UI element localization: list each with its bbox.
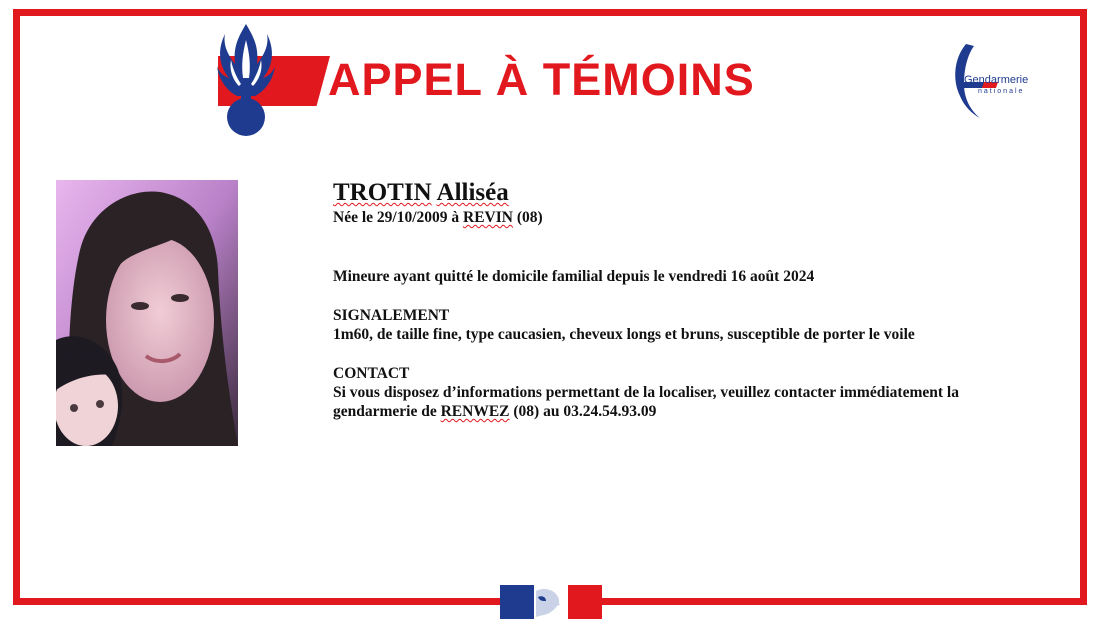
marianne-profile-icon [534, 585, 568, 619]
person-name [333, 178, 959, 208]
birth-suffix: (08) [512, 209, 543, 226]
flag-white-band [534, 585, 568, 619]
birth-info [333, 208, 959, 227]
person-photo [56, 180, 238, 446]
gendarmerie-flame-icon [215, 20, 277, 140]
contact-prefix: gendarmerie de [333, 403, 441, 420]
notice-body [333, 178, 959, 421]
disappearance-text: Mineure ayant quitté le domicile familial depuis le vendredi 16 août 2024 [333, 268, 815, 285]
contact-heading: CONTACT [333, 365, 410, 382]
flag-blue-band [500, 585, 534, 619]
birth-prefix: Née le 29/10/2009 à [333, 209, 464, 226]
contact-suffix: (08) au 03.24.54.93.09 [509, 403, 657, 420]
contact-text-line1: Si vous disposez d’informations permettant de la localiser, veuillez contacter immédiatement la [333, 384, 959, 401]
birth-place: REVIN [463, 209, 513, 226]
person-given-name: Alliséa [436, 179, 509, 206]
flag-red-band [568, 585, 602, 619]
logo-text-sub: nationale [978, 88, 1025, 95]
page-title: APPEL À TÉMOINS [328, 54, 755, 105]
footer-divider-right [611, 599, 1087, 605]
signalement-text: 1m60, de taille fine, type caucasien, cheveux longs et bruns, susceptible de porter le voile [333, 326, 915, 343]
contact-text-line2 [333, 402, 959, 421]
person-photo-image [56, 180, 238, 446]
gendarmerie-logo [948, 38, 1058, 124]
logo-text-main: Gendarmerie [964, 74, 1029, 86]
person-surname: TROTIN [333, 179, 432, 206]
republique-francaise-logo [500, 585, 602, 619]
signalement-heading: SIGNALEMENT [333, 307, 450, 324]
footer-divider-left [13, 599, 491, 605]
contact-place: RENWEZ [440, 403, 510, 420]
